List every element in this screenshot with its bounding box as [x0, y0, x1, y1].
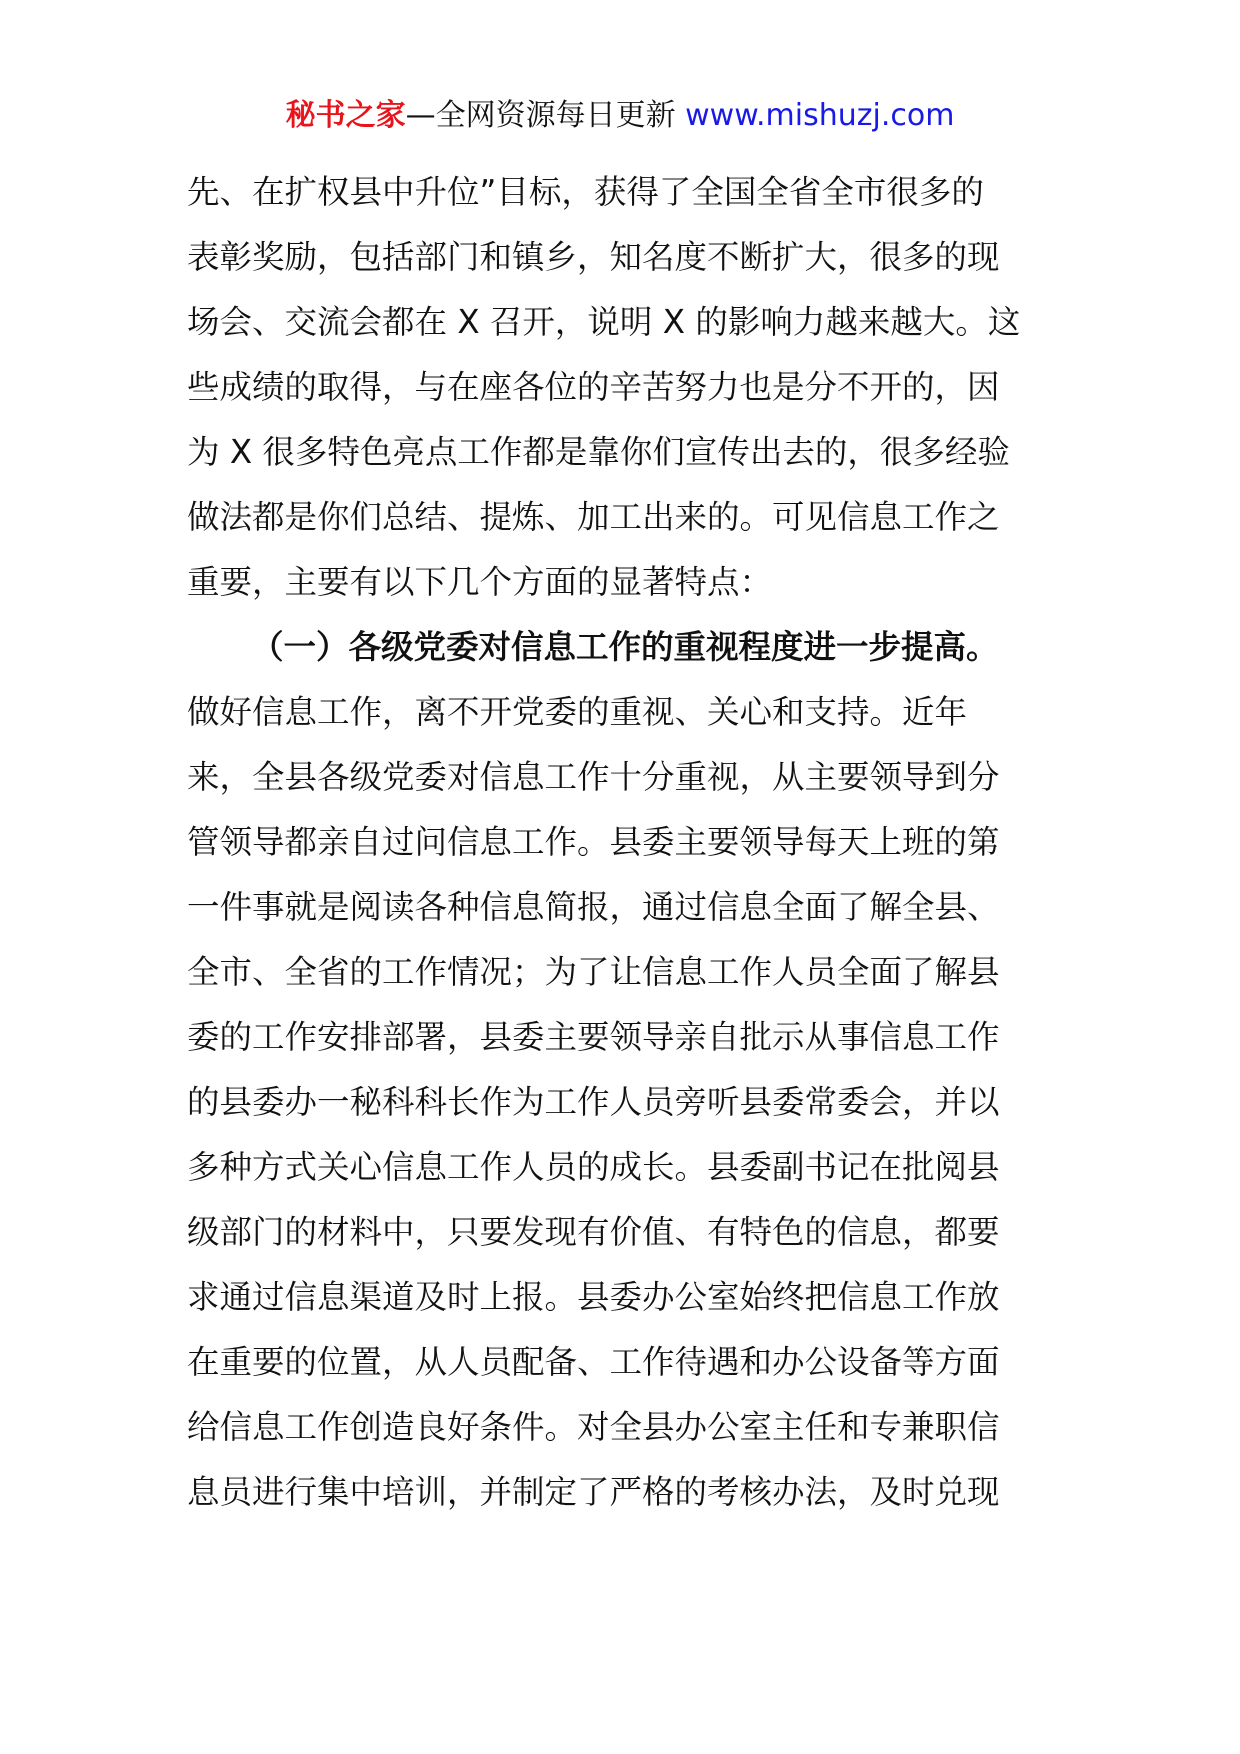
- text-line: 给信息工作创造良好条件。对全县办公室主任和专兼职信: [187, 1408, 1000, 1446]
- text-line: 重要，主要有以下几个方面的显著特点：: [187, 563, 773, 601]
- site-url[interactable]: www.mishuzj.com: [685, 98, 955, 133]
- text-line: 息员进行集中培训，并制定了严格的考核办法，及时兑现: [187, 1473, 1000, 1511]
- text-line: 级部门的材料中，只要发现有价值、有特色的信息，都要: [187, 1213, 1000, 1251]
- text-line: 些成绩的取得，与在座各位的辛苦努力也是分不开的，因: [187, 368, 1000, 406]
- text-line: 全市、全省的工作情况；为了让信息工作人员全面了解县: [187, 953, 1000, 991]
- text-line: 做法都是你们总结、提炼、加工出来的。可见信息工作之: [187, 498, 1000, 536]
- text-line: 在重要的位置，从人员配备、工作待遇和办公设备等方面: [187, 1343, 1000, 1381]
- tagline: —全网资源每日更新: [405, 98, 686, 133]
- text-line: 的县委办一秘科科长作为工作人员旁听县委常委会，并以: [187, 1083, 1000, 1121]
- text-line: 表彰奖励，包括部门和镇乡，知名度不断扩大，很多的现: [187, 238, 1000, 276]
- document-body: [187, 160, 1057, 1525]
- text-line: 为 X 很多特色亮点工作都是靠你们宣传出去的，很多经验: [187, 433, 1010, 471]
- text-line: 先、在扩权县中升位”目标，获得了全国全省全市很多的: [187, 173, 984, 211]
- text-line: 来，全县各级党委对信息工作十分重视，从主要领导到分: [187, 758, 1000, 796]
- text-line: 做好信息工作，离不开党委的重视、关心和支持。近年: [187, 693, 968, 731]
- text-line: 管领导都亲自过问信息工作。县委主要领导每天上班的第: [187, 823, 1000, 861]
- section-heading: （一）各级党委对信息工作的重视程度进一步提高。: [251, 628, 999, 666]
- watermark-header: [0, 96, 1240, 136]
- text-line: 委的工作安排部署，县委主要领导亲自批示从事信息工作: [187, 1018, 1000, 1056]
- brand-name: 秘书之家: [285, 98, 406, 133]
- text-line: 场会、交流会都在 X 召开，说明 X 的影响力越来越大。这: [187, 303, 1021, 341]
- text-line: 一件事就是阅读各种信息简报，通过信息全面了解全县、: [187, 888, 1000, 926]
- text-line: 求通过信息渠道及时上报。县委办公室始终把信息工作放: [187, 1278, 1000, 1316]
- text-line: 多种方式关心信息工作人员的成长。县委副书记在批阅县: [187, 1148, 1000, 1186]
